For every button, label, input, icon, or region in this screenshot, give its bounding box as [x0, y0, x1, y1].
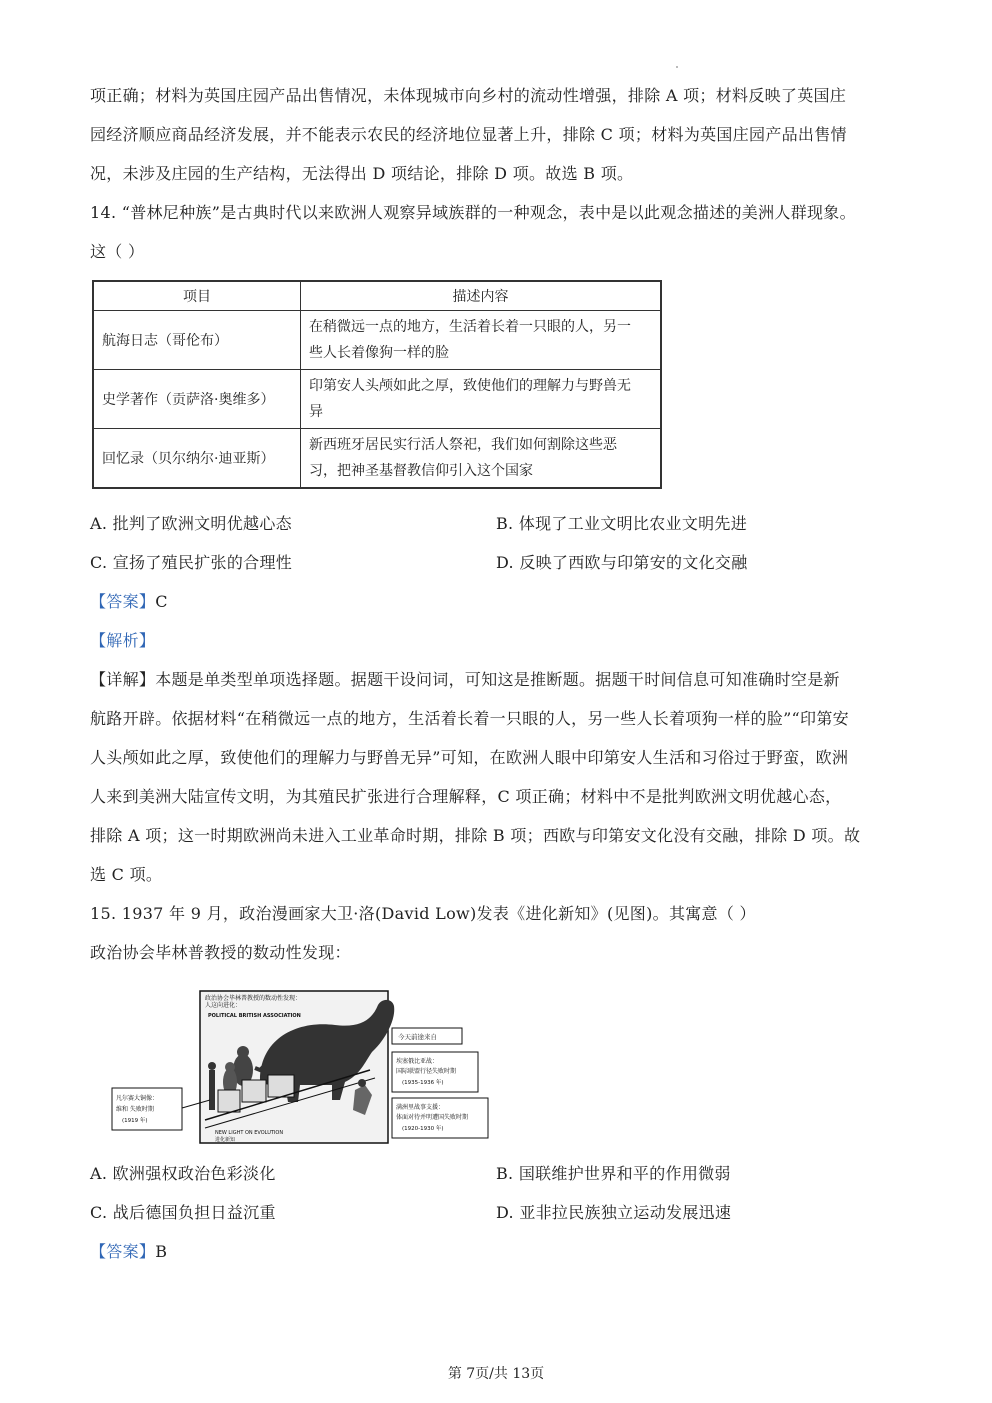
- label-right-2: 体面对待并明遭国失败时期: [396, 1114, 469, 1121]
- detail-line: 人头颅如此之厚，致使他们的理解力与野兽无异”可知，在欧洲人眼中印第安人生活和习俗过于野蛮，欧洲: [90, 748, 849, 767]
- option-c: C. 战后德国负担日益沉重: [90, 1203, 276, 1222]
- answer-line: [90, 1242, 167, 1262]
- analysis-line: [90, 631, 155, 651]
- question-14-stem-cont: 这（ ）: [90, 242, 145, 261]
- desc-line: 印第安人头颅如此之厚，致使他们的理解力与野兽无: [309, 378, 631, 394]
- paragraph-line: 项正确；材料为英国庄园产品出售情况，未体现城市向乡村的流动性增强，排除 A 项；材料反映了英国庄: [90, 86, 847, 105]
- label-right-2: (1920-1930 年): [402, 1126, 444, 1132]
- table-cell-desc: [301, 429, 662, 489]
- desc-line: 新西班牙居民实行活人祭祀，我们如何割除这些恶: [309, 437, 617, 453]
- question-14-stem: 14. “普林尼种族”是古典时代以来欧洲人观察异域族群的一种观念，表中是以此观念描述的美洲人群现象。: [90, 203, 856, 222]
- table-cell-item: 史学著作（贡萨洛·奥维多）: [93, 370, 301, 429]
- option-c: C. 宣扬了殖民扩张的合理性: [90, 553, 293, 572]
- paragraph-line: 园经济顺应商品经济发展，并不能表示农民的经济地位显著上升，排除 C 项；材料为英国庄园产品出售情: [90, 125, 847, 144]
- table-cell-desc: [301, 370, 662, 429]
- detail-line: 选 C 项。: [90, 865, 163, 884]
- answer-label: 【答案】: [90, 592, 156, 611]
- answer-value: B: [155, 1242, 168, 1261]
- cage: [218, 1090, 240, 1112]
- man-figure: [209, 1070, 215, 1110]
- table-cell-item: 回忆录（贝尔纳尔·迪亚斯）: [93, 429, 301, 489]
- option-d: D. 反映了西欧与印第安的文化交融: [496, 553, 748, 572]
- page-footer: 第 7页/共 13页: [447, 1366, 545, 1382]
- question-15-stem-cont: 政治协会毕林普教授的数动性发现：: [90, 943, 351, 962]
- label-left: (1919 年): [122, 1118, 148, 1124]
- detail-line: 人来到美洲大陆宣传文明，为其殖民扩张进行合理解释，C 项正确；材料中不是批判欧洲文明优越心态，: [90, 787, 842, 806]
- answer-line: [90, 592, 168, 612]
- label-left: 凡尔赛大铜像：: [116, 1095, 159, 1102]
- desc-line: 习，把神圣基督教信仰引入这个国家: [309, 463, 533, 479]
- desc-line: 些人长着像狗一样的脸: [309, 345, 449, 361]
- answer-value: C: [155, 592, 168, 611]
- table-row: [93, 429, 661, 489]
- detail-line: [90, 670, 840, 690]
- paragraph-line: 况，未涉及庄园的生产结构，无法得出 D 项结论，排除 D 项。故选 B 项。: [90, 164, 634, 183]
- option-a: A. 批判了欧洲文明优越心态: [90, 514, 292, 533]
- label-right-1: (1935-1936 年): [402, 1080, 444, 1086]
- table-header-desc: 描述内容: [301, 281, 662, 311]
- option-a: A. 欧洲强权政治色彩淡化: [90, 1164, 276, 1183]
- desc-line: 在稍微远一点的地方，生活着长着一只眼的人，另一: [309, 319, 631, 335]
- answer-label: 【答案】: [90, 1242, 156, 1261]
- table-header-item: 项目: [93, 281, 301, 311]
- cage-label: 今天前途来自: [398, 1033, 437, 1041]
- question-15-stem: 15. 1937 年 9 月，政治漫画家大卫·洛(David Low)发表《进化新知》(见图)。其寓意（ ）: [90, 904, 756, 923]
- label-right-2: 满洲里战事支援：: [396, 1104, 445, 1111]
- table-row: [93, 311, 661, 370]
- political-cartoon-image: [110, 990, 490, 1145]
- question-14-table: [92, 280, 662, 489]
- option-d: D. 亚非拉民族独立运动发展迅速: [496, 1203, 732, 1222]
- label-right-1: 国际联盟行径失败时期: [396, 1068, 457, 1075]
- table-row: [93, 370, 661, 429]
- cartoon-header-2: 人这向进化：: [205, 1002, 242, 1009]
- cartoon-title-en: NEW LIGHT ON EVOLUTION: [215, 1130, 284, 1136]
- label-left: 维和 失败时期: [116, 1106, 154, 1113]
- detail-line: 航路开辟。依据材料“在稍微远一点的地方，生活着长着一只眼的人，另一些人长着项狗一样的脸”“印第安: [90, 709, 849, 728]
- option-b: B. 国联维护世界和平的作用微弱: [496, 1164, 731, 1183]
- table-header-row: [93, 281, 661, 311]
- cartoon-assoc: POLITICAL BRITISH ASSOCIATION: [208, 1013, 301, 1019]
- cartoon-title-cn: 进化新知: [215, 1137, 236, 1143]
- analysis-label: 【解析】: [90, 631, 156, 650]
- table-cell-desc: [301, 311, 662, 370]
- detail-line: 排除 A 项；这一时期欧洲尚未进入工业革命时期，排除 B 项；西欧与印第安文化没有交融，排除 D 项。故: [90, 826, 861, 845]
- detail-text: 本题是单类型单项选择题。据题干设问词，可知这是推断题。据题干时间信息可知准确时空是新: [155, 670, 840, 689]
- detail-label: 【详解】: [90, 670, 156, 689]
- cartoon-header: 政治协会毕林普教授的数动性发现：: [205, 995, 302, 1002]
- scan-speck: [676, 66, 678, 68]
- label-right-1: 埃塞俄比亚战：: [396, 1058, 439, 1065]
- option-b: B. 体现了工业文明比农业文明先进: [496, 514, 748, 533]
- table-cell-item: 航海日志（哥伦布）: [93, 311, 301, 370]
- desc-line: 异: [309, 404, 323, 420]
